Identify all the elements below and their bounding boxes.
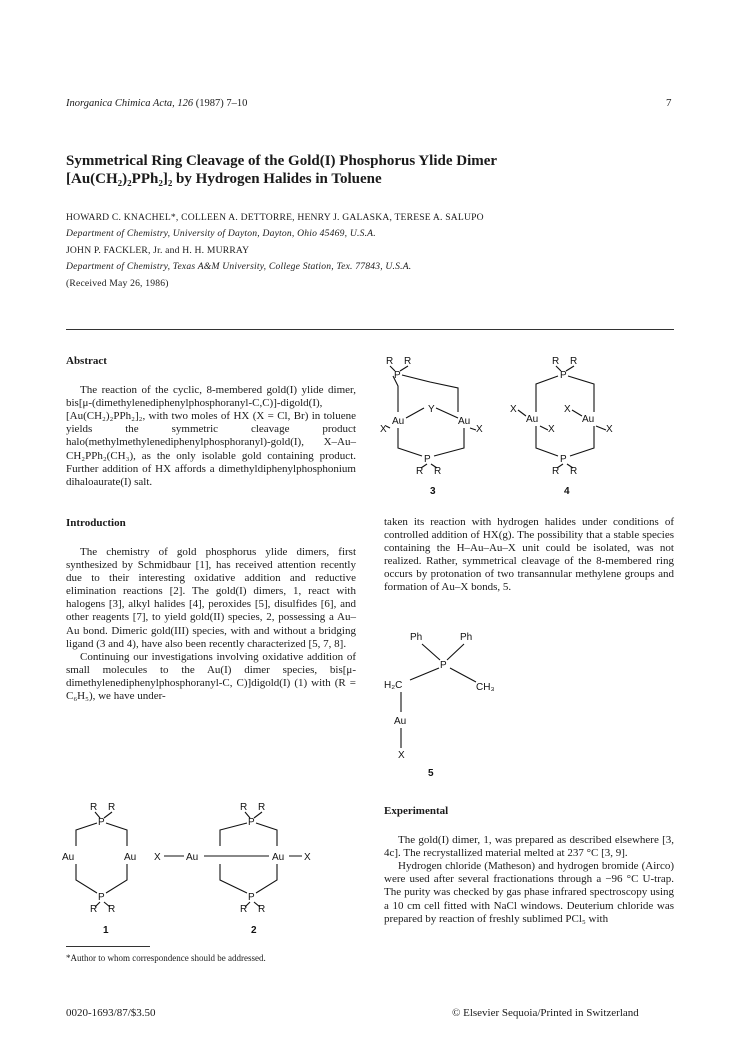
- structure-4: [510, 356, 613, 497]
- document-code: 0020-1693/87/$3.50: [66, 1007, 156, 1019]
- structure-number-4: 4: [564, 486, 570, 497]
- structure-number-5: 5: [428, 768, 434, 779]
- atom-label: X: [304, 852, 311, 863]
- journal-name: Inorganica Chimica Acta,: [66, 98, 175, 109]
- structure-number-2: 2: [251, 925, 257, 936]
- right-paragraph-1: taken its reaction with hydrogen halides under conditions of controlled addition of HX(g). The possibility that a stable species containing the H–Au–Au–X unit could be isolated, was not realized. Rather, symmetrical cleavage of the 8-membered ring occurs by protonation of two transannular methylene groups and formation of Au–X bonds, 5.: [384, 516, 674, 594]
- atom-label: Au: [526, 414, 539, 425]
- structure-3: [380, 356, 483, 497]
- atom-label: P: [440, 660, 447, 671]
- atom-label: R: [258, 904, 266, 915]
- journal-citation: [66, 98, 247, 109]
- atom-label: R: [258, 802, 266, 813]
- atom-label: X: [398, 750, 405, 761]
- structures-1-2: [62, 798, 362, 938]
- abstract-text: The reaction of the cyclic, 8-membered gold(I) ylide dimer, bis[μ-(dimethylenediphenylphosphoranyl-C,C)]-digold(I), [Au(CH₂)₂PPh₂]₂, with two moles of HX (X = Cl, Br) in toluene yields the symmetric cleavage product halo(methylmethylenediphenylphosphoranyl)-gold(I), X–Au–CH₂PPh₂(CH₃), as the only isolable gold containing product. Further addition of HX affords a dimethyldiphenylphosphonium dihaloaurate(I) salt.: [66, 384, 356, 488]
- atom-label: P: [248, 817, 255, 828]
- right-column-top: [384, 516, 674, 595]
- atom-label: P: [98, 817, 105, 828]
- structure-1: [62, 802, 136, 936]
- atom-label: P: [98, 892, 105, 903]
- atom-label: X: [548, 424, 555, 435]
- atom-label: R: [240, 802, 248, 813]
- footnote-divider: [66, 946, 150, 947]
- introduction-heading: Introduction: [66, 516, 126, 529]
- atom-label: R: [416, 466, 424, 477]
- atom-label: X: [564, 404, 571, 415]
- affiliation-1: Department of Chemistry, University of Dayton, Dayton, Ohio 45469, U.S.A.: [66, 228, 376, 239]
- atom-label: X: [154, 852, 161, 863]
- structure-5: [384, 628, 544, 778]
- atom-label: P: [560, 454, 567, 465]
- atom-label: R: [90, 802, 98, 813]
- atom-label: Au: [392, 416, 405, 427]
- experimental-p2: Hydrogen chloride (Matheson) and hydrogen bromide (Airco) were used after several fractionations through a −96 °C U-trap. The purity was checked by gas phase infrared spectroscopy using a 10 cm cell fitted with NaCl windows. Deuterium chloride was prepared by reaction of freshly sublimed PCl₅ with: [384, 860, 674, 925]
- atom-label: CH₃: [476, 682, 495, 693]
- atom-label: R: [552, 466, 560, 477]
- atom-label: Au: [186, 852, 199, 863]
- atom-label: R: [404, 356, 412, 367]
- atom-label: P: [560, 370, 567, 381]
- atom-label: X: [380, 424, 387, 435]
- atom-label: Au: [458, 416, 471, 427]
- atom-label: R: [434, 466, 442, 477]
- atom-label: P: [394, 370, 401, 381]
- structure-number-1: 1: [103, 925, 109, 936]
- affiliation-2: Department of Chemistry, Texas A&M University, College Station, Tex. 77843, U.S.A.: [66, 261, 412, 272]
- journal-year-pages: (1987) 7–10: [195, 98, 248, 109]
- structure-2: [154, 802, 311, 936]
- atom-label: Ph: [460, 632, 473, 643]
- atom-label: Au: [582, 414, 595, 425]
- introduction-p2: Continuing our investigations involving oxidative addition of small molecules to the Au(I) dimer species, bis[μ-dimethylenediphenylphosphoranyl-C, C)]digold(I) (1) with (R = C₆H₅), we have under-: [66, 650, 356, 702]
- atom-label: R: [386, 356, 394, 367]
- authors-group-2: JOHN P. FACKLER, Jr. and H. H. MURRAY: [66, 245, 250, 256]
- atom-label: P: [248, 892, 255, 903]
- experimental-heading: Experimental: [384, 805, 449, 817]
- header-divider: [66, 329, 674, 330]
- left-column: [66, 355, 356, 703]
- atom-label: Au: [394, 716, 407, 727]
- footnote: *Author to whom correspondence should be addressed.: [66, 953, 266, 963]
- atom-label: Au: [124, 852, 137, 863]
- paper-title: [66, 152, 676, 188]
- atom-label: Au: [62, 852, 75, 863]
- title-line-2: [Au(CH₂)₂PPh₂]₂ by Hydrogen Halides in Toluene: [66, 171, 382, 187]
- atom-label: X: [476, 424, 483, 435]
- author-block: [66, 212, 484, 290]
- atom-label: H₂C: [384, 680, 403, 691]
- atom-label: X: [606, 424, 613, 435]
- received-date: (Received May 26, 1986): [66, 278, 169, 289]
- atom-label: R: [570, 356, 578, 367]
- page-number: 7: [666, 97, 672, 109]
- structure-number-3: 3: [430, 486, 436, 497]
- atom-label: R: [570, 466, 578, 477]
- atom-label: Y: [428, 404, 435, 415]
- atom-label: Ph: [410, 632, 423, 643]
- experimental-p1: The gold(I) dimer, 1, was prepared as described elsewhere [3, 4c]. The recrystallized material melted at 237 °C [3, 9].: [384, 834, 674, 860]
- structures-3-4: [380, 352, 634, 502]
- title-line-1: Symmetrical Ring Cleavage of the Gold(I) Phosphorus Ylide Dimer: [66, 153, 498, 169]
- atom-label: R: [240, 904, 248, 915]
- atom-label: R: [90, 904, 98, 915]
- publisher-line: © Elsevier Sequoia/Printed in Switzerland: [452, 1007, 639, 1019]
- atom-label: R: [552, 356, 560, 367]
- authors-group-1: HOWARD C. KNACHEL*, COLLEEN A. DETTORRE, HENRY J. GALASKA, TERESE A. SALUPO: [66, 212, 484, 223]
- atom-label: R: [108, 802, 116, 813]
- abstract-heading: Abstract: [66, 355, 107, 367]
- atom-label: P: [424, 454, 431, 465]
- atom-label: Au: [272, 852, 285, 863]
- journal-volume: 126: [177, 98, 194, 109]
- atom-label: R: [108, 904, 116, 915]
- introduction-p1: The chemistry of gold phosphorus ylide dimers, first synthesized by Schmidbaur [1], has received attention recently due to their interesting oxidative addition and reductive elimination reactions [2]. The gold(I) dimers, 1, react with halogens [3], alkyl halides [4], peroxides [5], disulfides [6], and other reagents [7], to yield gold(II) species, 2, possessing a Au–Au bond. Dimeric gold(III) species, with and without a bridging ligand (3 and 4), have also been recently characterized [5, 7, 8].: [66, 545, 356, 650]
- atom-label: X: [510, 404, 517, 415]
- right-column-bottom: [384, 805, 674, 926]
